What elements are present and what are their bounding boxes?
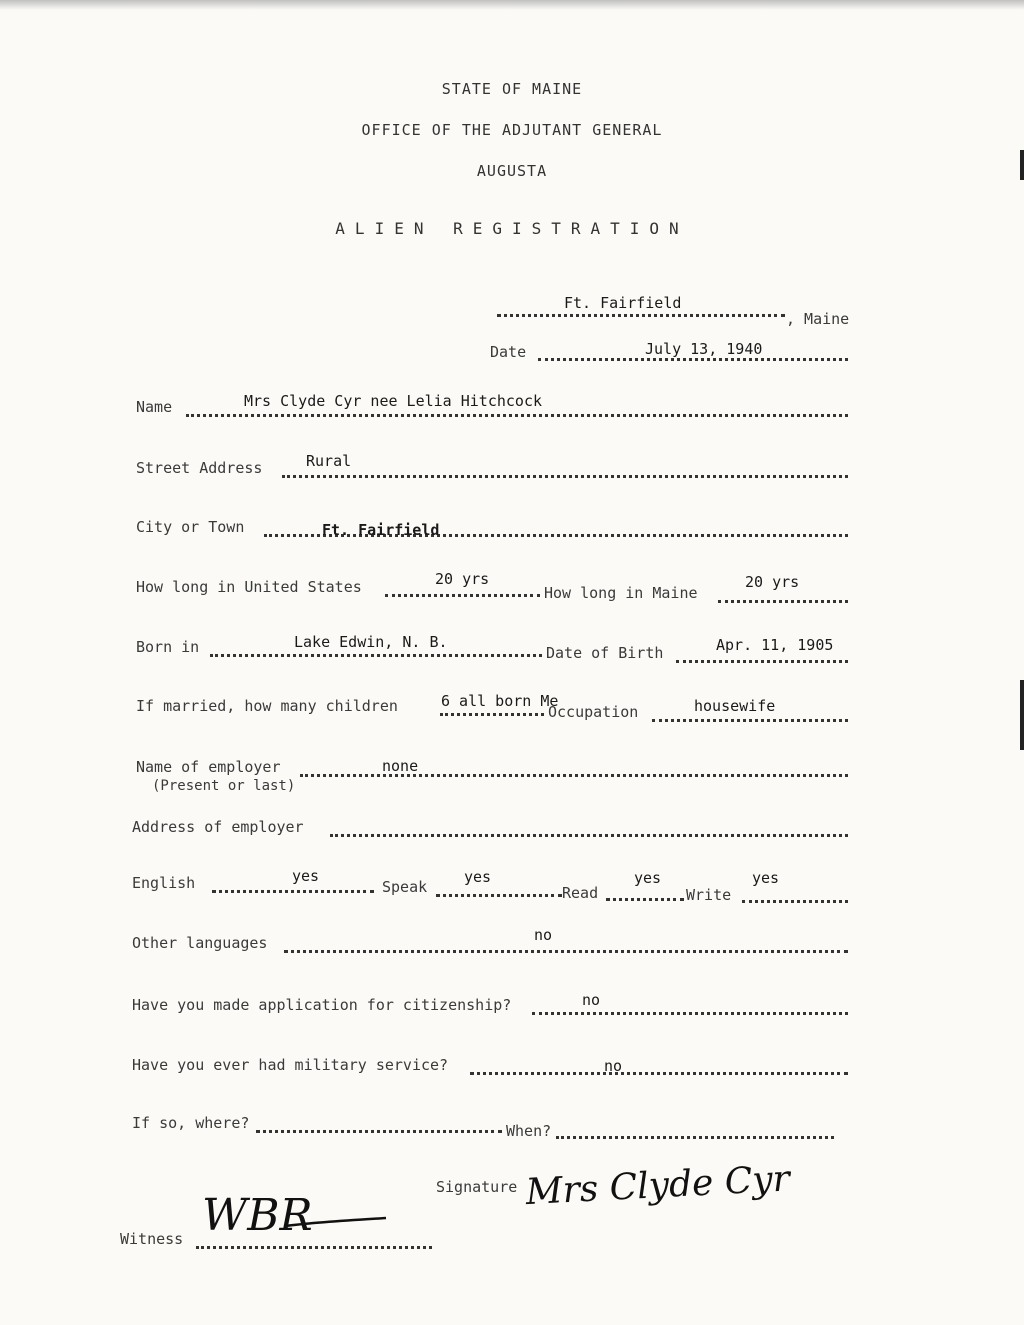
born-in-label: Born in: [136, 638, 200, 656]
date-label: Date: [490, 343, 527, 361]
other-languages-label: Other languages: [132, 934, 268, 952]
name-line: [186, 414, 848, 417]
write-value: yes: [752, 869, 780, 887]
years-us-line: [385, 594, 540, 597]
signature-text: Mrs Clyde Cyr: [524, 1158, 791, 1214]
english-line: [212, 890, 374, 893]
years-us-value: 20 yrs: [435, 570, 490, 588]
header-city: AUGUSTA: [476, 162, 548, 180]
years-maine-line: [718, 600, 848, 603]
when-line: [556, 1136, 834, 1139]
name-label: Name: [136, 398, 173, 416]
where-label: If so, where?: [132, 1114, 250, 1132]
scan-edge-mark: [1020, 680, 1024, 750]
employer-address-label: Address of employer: [132, 818, 304, 836]
signature-handwriting: [522, 1152, 852, 1222]
city-label: City or Town: [136, 518, 245, 536]
street-value: Rural: [306, 452, 352, 470]
years-maine-value: 20 yrs: [745, 573, 800, 591]
header-state: STATE OF MAINE: [441, 80, 583, 98]
citizenship-line: [532, 1012, 848, 1015]
read-value: yes: [634, 869, 662, 887]
occupation-label: Occupation: [548, 703, 639, 721]
read-label: Read: [562, 884, 599, 902]
employer-label: Name of employer: [136, 758, 281, 776]
employer-value: none: [382, 757, 419, 775]
city-value: Ft. Fairfield: [322, 521, 440, 539]
other-languages-value: no: [534, 926, 553, 944]
name-value: Mrs Clyde Cyr nee Lelia Hitchcock: [244, 392, 543, 410]
witness-text: WBR: [202, 1190, 313, 1241]
date-line: [538, 358, 848, 361]
military-label: Have you ever had military service?: [132, 1056, 449, 1074]
when-label: When?: [506, 1122, 552, 1140]
children-value: 6 all born Me: [441, 692, 559, 710]
signature-label: Signature: [436, 1178, 518, 1196]
header-office: OFFICE OF THE ADJUTANT GENERAL: [361, 121, 663, 139]
write-line: [742, 900, 848, 903]
children-label: If married, how many children: [136, 697, 398, 715]
years-us-label: How long in United States: [136, 578, 362, 596]
employer-address-line: [330, 834, 848, 837]
years-maine-label: How long in Maine: [544, 584, 698, 602]
dob-line: [676, 660, 848, 663]
born-in-value: Lake Edwin, N. B.: [294, 633, 448, 651]
date-value: July 13, 1940: [645, 340, 763, 358]
dob-value: Apr. 11, 1905: [716, 636, 834, 654]
location-state: , Maine: [786, 310, 850, 328]
witness-handwriting: [196, 1182, 396, 1248]
employer-note: (Present or last): [152, 778, 296, 794]
military-line: [470, 1072, 848, 1075]
speak-line: [436, 894, 562, 897]
occupation-value: housewife: [694, 697, 776, 715]
english-label: English: [132, 874, 196, 892]
location-town: Ft. Fairfield: [564, 294, 682, 312]
dob-label: Date of Birth: [546, 644, 664, 662]
occupation-line: [652, 719, 848, 722]
citizenship-value: no: [582, 991, 601, 1009]
where-line: [256, 1130, 502, 1133]
citizenship-label: Have you made application for citizenship?: [132, 996, 512, 1014]
street-label: Street Address: [136, 459, 263, 477]
read-line: [606, 898, 684, 901]
other-languages-line: [284, 950, 848, 953]
write-label: Write: [686, 886, 732, 904]
english-value: yes: [292, 867, 320, 885]
street-line: [282, 475, 848, 478]
born-in-line: [210, 654, 542, 657]
speak-value: yes: [464, 868, 492, 886]
military-value: no: [604, 1057, 623, 1075]
witness-label: Witness: [120, 1230, 184, 1248]
location-line: [497, 314, 785, 317]
form-title: ALIEN REGISTRATION: [335, 219, 689, 238]
scan-top-edge: [0, 0, 1024, 10]
children-line: [440, 713, 544, 716]
speak-label: Speak: [382, 878, 428, 896]
